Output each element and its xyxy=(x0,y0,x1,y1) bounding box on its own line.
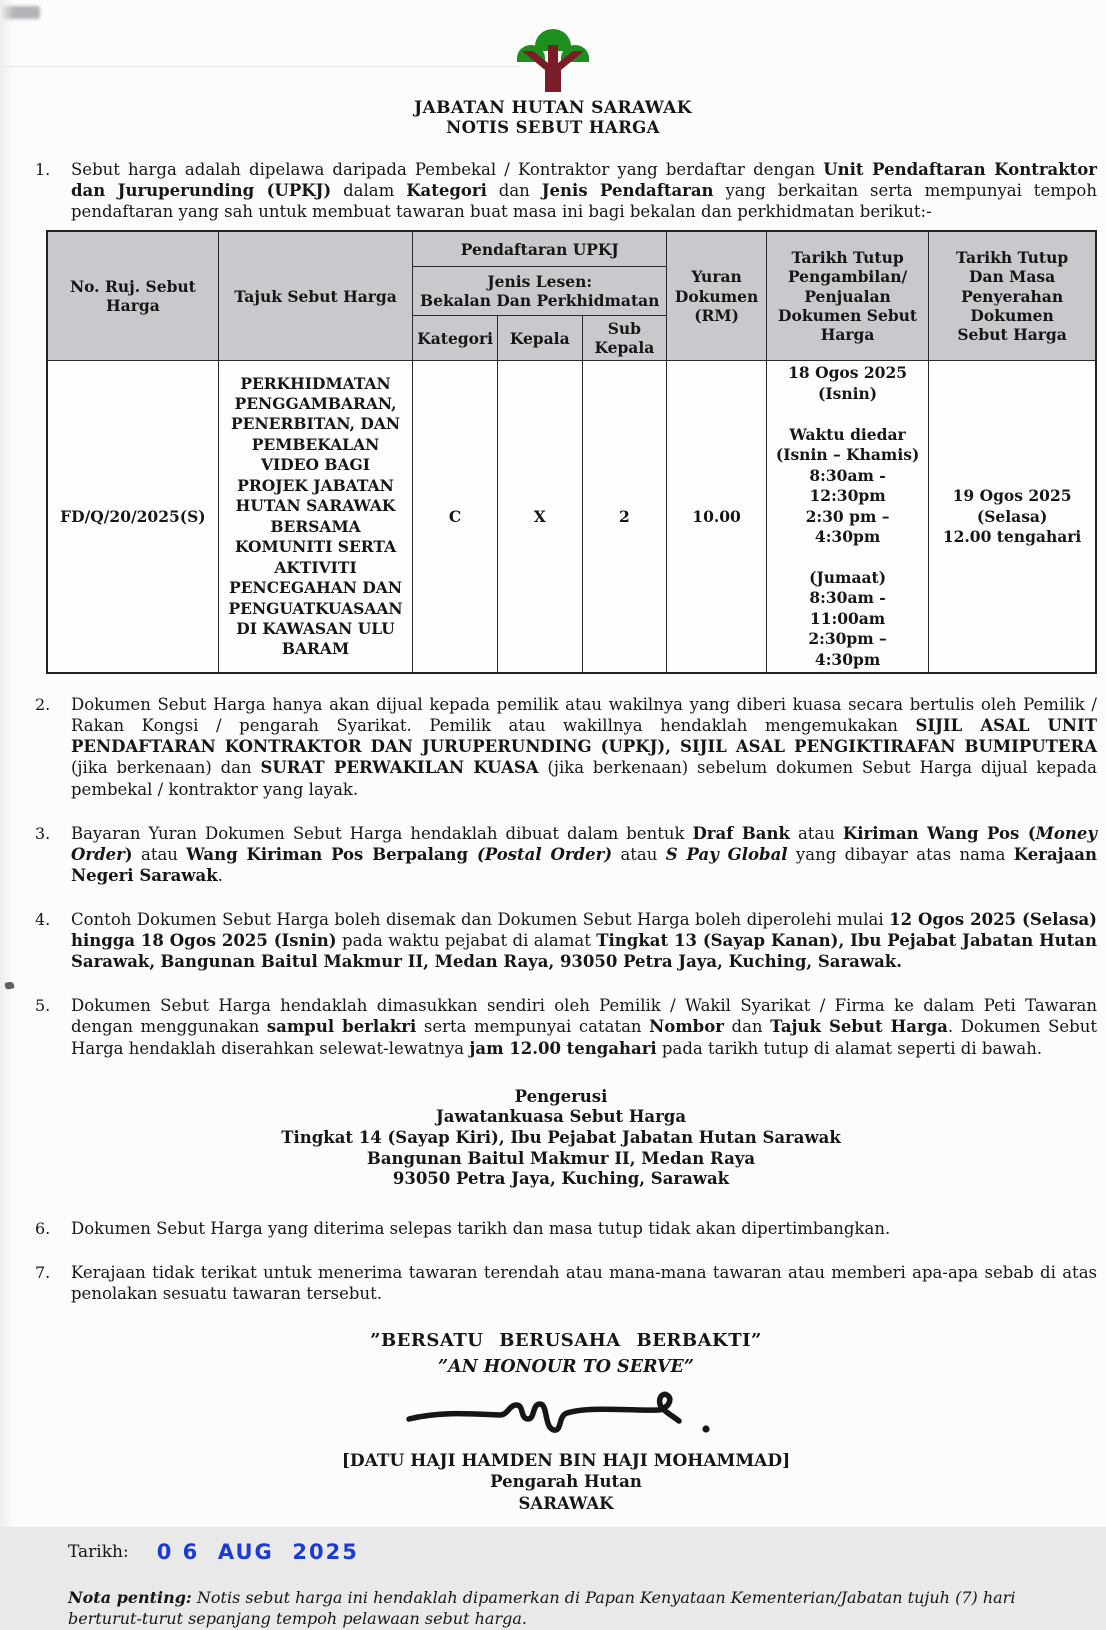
item-number: 5. xyxy=(35,996,51,1016)
cell-title: PERKHIDMATAN PENGGAMBARAN, PENERBITAN, DAN PEMBEKALAN VIDEO BAGI PROJEK JABATAN HUTAN SARAWAK BERSAMA KOMUNITI SERTA AKTIVITI PENCEGAHAN DAN PENGUATKUASAAN DI KAWASAN ULU BARAM xyxy=(218,361,412,673)
item-number: 6. xyxy=(35,1218,51,1238)
cell-close-sale: 18 Ogos 2025 (Isnin) Waktu diedar (Isnin – Khamis) 8:30am - 12:30pm 2:30 pm – 4:30pm (Jumaat) 8:30am - 11:00am 2:30pm – 4:30pm xyxy=(766,361,928,673)
document-header xyxy=(0,0,1106,139)
notice-item-6 xyxy=(35,1218,1097,1239)
col-header-title: Tajuk Sebut Harga xyxy=(218,231,412,361)
item-number: 3. xyxy=(35,823,51,843)
cell-ref: FD/Q/20/2025(S) xyxy=(47,361,218,673)
item-number: 7. xyxy=(35,1262,51,1282)
motto-english: ”AN HONOUR TO SERVE” xyxy=(438,1357,694,1378)
col-header-kategori: Kategori xyxy=(413,316,498,361)
item-text: Kerajaan tidak terikat untuk menerima tawaran terendah atau mana-mana tawaran atau memberi apa-apa sebab di atas penolakan sesuatu tawaran tersebut. xyxy=(71,1262,1097,1304)
item-text: Dokumen Sebut Harga hendaklah dimasukkan sendiri oleh Pemilik / Wakil Syarikat / Firma ke dalam Peti Tawaran dengan menggunakan sampul berlakri serta mempunyai catatan Nombor dan Tajuk Sebut Harga. Dokumen Sebut Harga hendaklah diserahkan selewat-lewatnya jam 12.00 tengahari pada tarikh tutup di alamat seperti di bawah. xyxy=(71,996,1097,1058)
date-line xyxy=(68,1540,1097,1564)
col-header-fee: Yuran Dokumen (RM) xyxy=(667,231,767,361)
document-body xyxy=(0,139,1106,1630)
signatory-title: Pengarah Hutan xyxy=(490,1472,642,1492)
notice-item-2 xyxy=(35,694,1097,800)
cell-fee: 10.00 xyxy=(667,361,767,673)
item-text: Bayaran Yuran Dokumen Sebut Harga hendaklah dibuat dalam bentuk Draf Bank atau Kiriman Wang Pos (Money Order) atau Wang Kiriman Pos Berpalang (Postal Order) atau S Pay Global yang dibayar atas nama Kerajaan Negeri Sarawak. xyxy=(71,823,1097,885)
item-number: 2. xyxy=(35,695,51,715)
document-title: NOTIS SEBUT HARGA xyxy=(446,118,660,138)
date-stamp: 0 6 AUG 2025 xyxy=(156,1540,359,1564)
organization-name: JABATAN HUTAN SARAWAK xyxy=(414,98,692,118)
tender-table xyxy=(46,230,1097,674)
col-header-sub-kepala: Sub Kepala xyxy=(582,316,667,361)
col-header-close-submit: Tarikh Tutup Dan Masa Penyerahan Dokumen Sebut Harga xyxy=(929,231,1096,361)
signature-scribble-icon xyxy=(401,1383,731,1445)
col-header-close-sale: Tarikh Tutup Pengambilan/ Penjualan Dokumen Sebut Harga xyxy=(766,231,928,361)
item-number: 4. xyxy=(35,910,51,930)
cell-kepala: X xyxy=(497,361,582,673)
cell-close-submit: 19 Ogos 2025 (Selasa) 12.00 tengahari xyxy=(929,361,1096,673)
notice-item-3 xyxy=(35,823,1097,886)
tender-row xyxy=(47,361,1096,673)
item-text: Sebut harga adalah dipelawa daripada Pembekal / Kontraktor yang berdaftar dengan Unit Pendaftaran Kontraktor dan Juruperunding (UPKJ) dalam Kategori dan Jenis Pendaftaran yang berkaitan serta mempunyai tempoh pendaftaran yang sah untuk membuat tawaran buat masa ini bagi bekalan dan perkhidmatan berikut:- xyxy=(71,160,1097,222)
notice-item-4 xyxy=(35,909,1097,972)
col-header-upkj-group: Pendaftaran UPKJ xyxy=(413,231,667,267)
col-header-license: Jenis Lesen: Bekalan Dan Perkhidmatan xyxy=(413,267,667,316)
item-text: Dokumen Sebut Harga yang diterima selepas tarikh dan masa tutup tidak akan dipertimbangkan. xyxy=(71,1218,891,1238)
important-note: Nota penting: Notis sebut harga ini hendaklah dipamerkan di Papan Kenyataan Kementerian/Jabatan tujuh (7) hari berturut-turut sepanjang tempoh pelawaan sebut harga. xyxy=(68,1588,1016,1628)
notice-item-5 xyxy=(35,995,1097,1058)
item-text: Dokumen Sebut Harga hanya akan dijual kepada pemilik atau wakilnya yang diberi kuasa secara bertulis oleh Pemilik / Rakan Kongsi / pengarah Syarikat. Pemilik atau wakillnya hendaklah mengemukakan SIJIL ASAL UNIT PENDAFTARAN KONTRAKTOR DAN JURUPERUNDING (UPKJ), SIJIL ASAL PENGIKTIRAFAN BUMIPUTERA (jika berkenaan) dan SURAT PERWAKILAN KUASA (jika berkenaan) sebelum dokumen Sebut Harga dijual kepada pembekal / kontraktor yang layak. xyxy=(71,695,1097,799)
cell-sub-kepala: 2 xyxy=(582,361,667,673)
item-number: 1. xyxy=(35,160,51,180)
col-header-kepala: Kepala xyxy=(497,316,582,361)
motto-malay: ”BERSATU BERUSAHA BERBAKTI” xyxy=(370,1330,762,1352)
forestry-tree-logo-icon xyxy=(503,14,603,94)
signatory-name: [DATU HAJI HAMDEN BIN HAJI MOHAMMAD] xyxy=(341,1451,791,1472)
signature-area xyxy=(35,1383,1097,1514)
notice-item-1 xyxy=(35,159,1097,222)
submission-address-block: Pengerusi Jawatankuasa Sebut Harga Tingkat 14 (Sayap Kiri), Ibu Pejabat Jabatan Hutan Sarawak Bangunan Baitul Makmur II, Medan Raya 93050 Petra Jaya, Kuching, Sarawak xyxy=(281,1086,841,1189)
notice-item-7 xyxy=(35,1262,1097,1304)
cell-kategori: C xyxy=(413,361,498,673)
item-text: Contoh Dokumen Sebut Harga boleh disemak dan Dokumen Sebut Harga boleh diperolehi mulai 12 Ogos 2025 (Selasa) hingga 18 Ogos 2025 (Isnin) pada waktu pejabat di alamat Tingkat 13 (Sayap Kanan), Ibu Pejabat Jabatan Hutan Sarawak, Bangunan Baitul Makmur II, Medan Raya, 93050 Petra Jaya, Kuching, Sarawak. xyxy=(71,910,1097,972)
col-header-ref: No. Ruj. Sebut Harga xyxy=(47,231,218,361)
date-label: Tarikh: xyxy=(68,1542,129,1562)
signatory-org: SARAWAK xyxy=(518,1493,614,1513)
